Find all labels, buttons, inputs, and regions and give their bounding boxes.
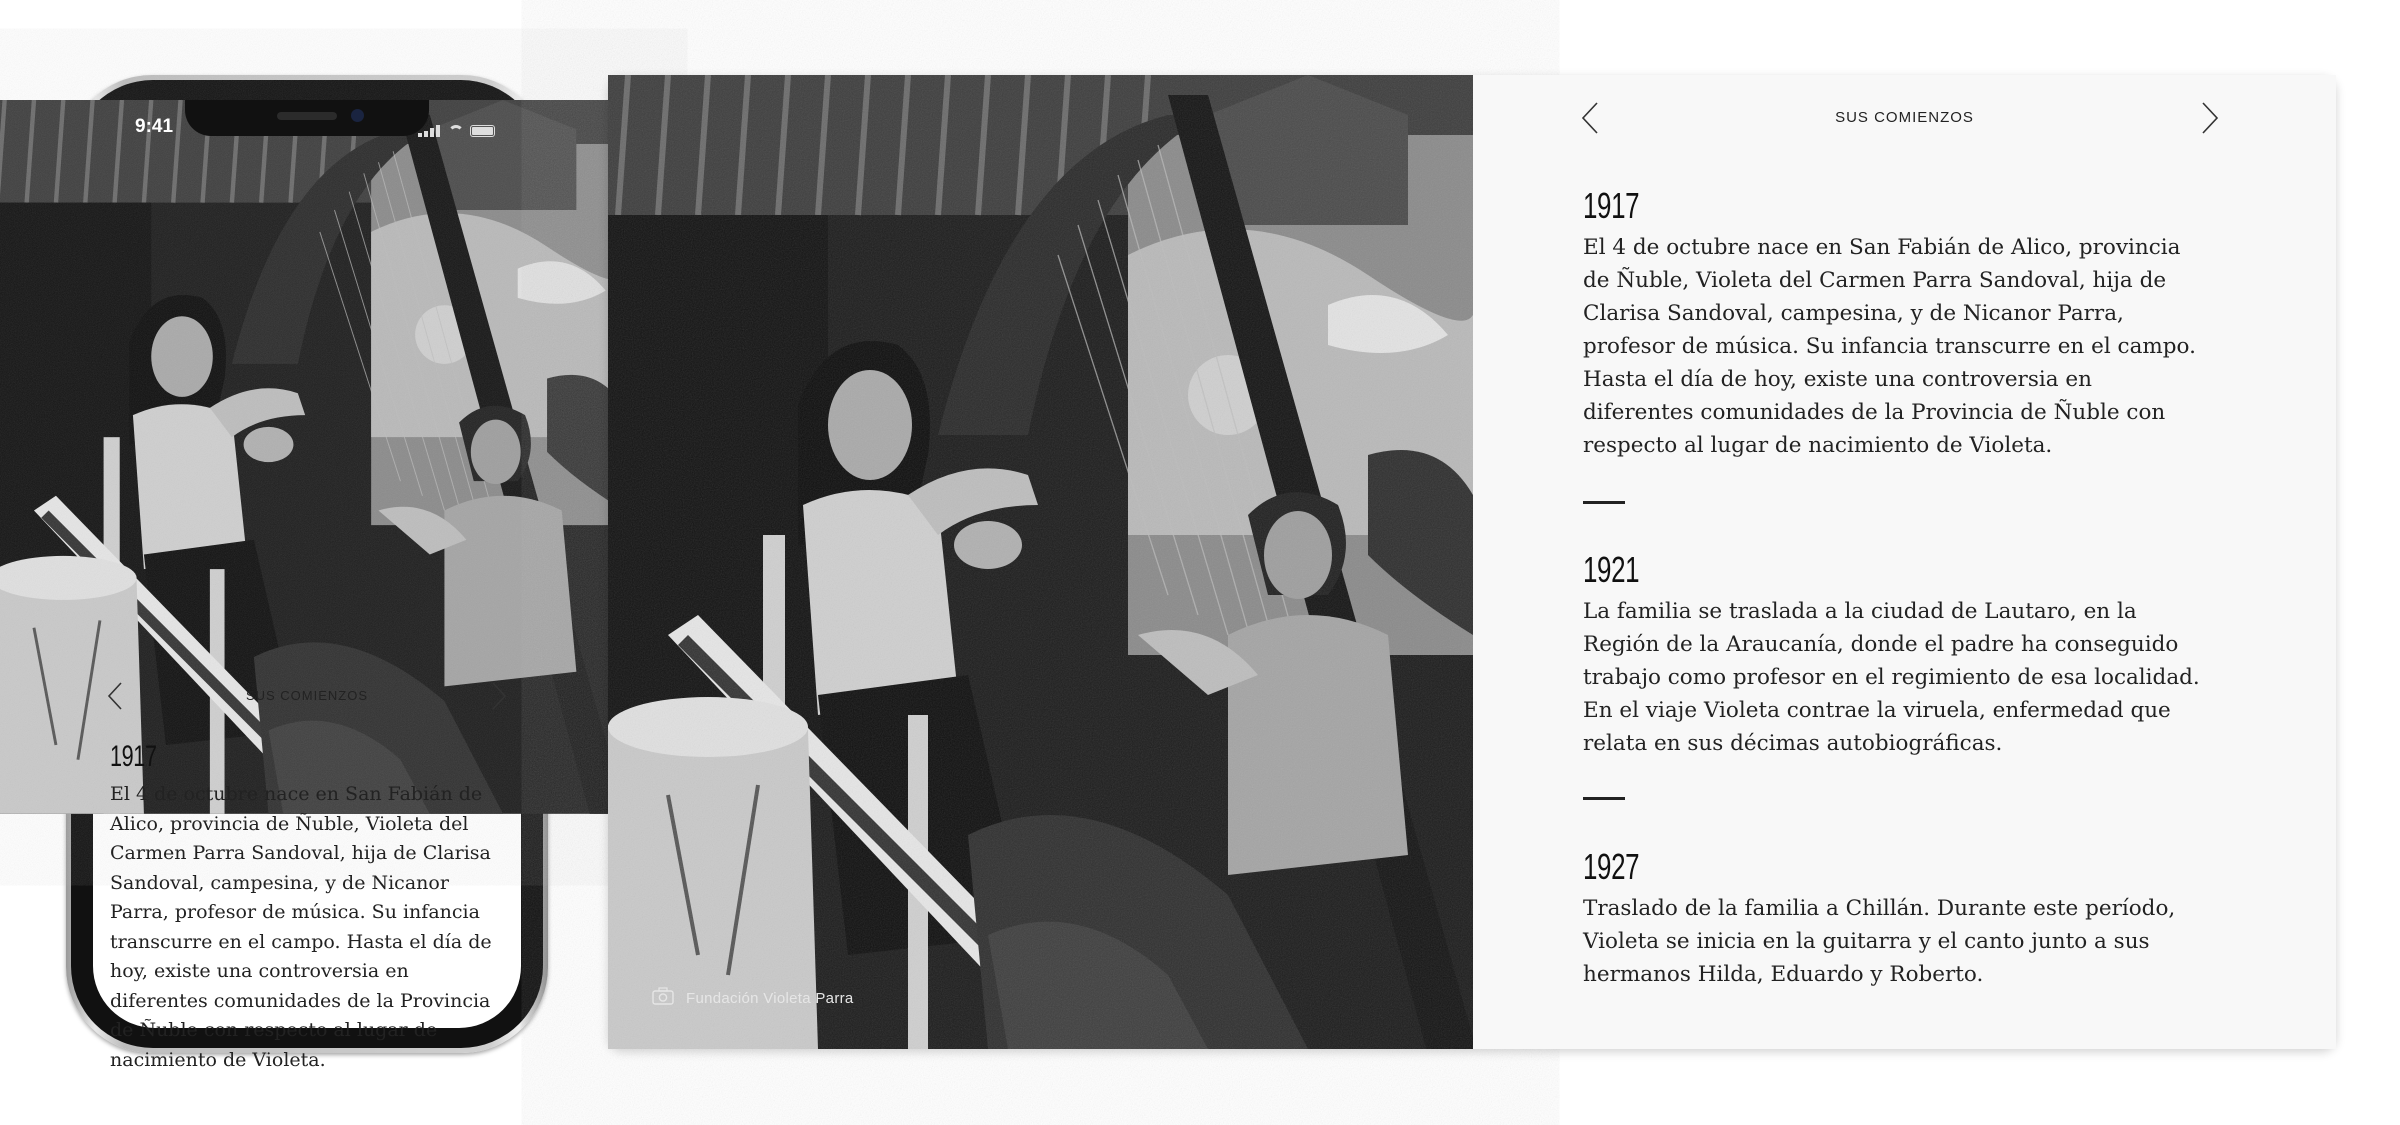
phone-mockup (66, 75, 548, 1071)
chevron-right-icon[interactable] (2201, 102, 2219, 138)
section-nav (93, 660, 521, 730)
camera-icon (652, 987, 674, 1009)
entry-divider (1583, 797, 1625, 800)
timeline-entry (1583, 185, 2203, 462)
content-panel (1473, 75, 2336, 1049)
photo-credit (652, 987, 854, 1009)
phone-screen (93, 100, 521, 1071)
entry-year: 1927 (1583, 846, 1640, 887)
timeline-entry (1583, 846, 2203, 991)
battery-icon (470, 125, 495, 137)
wifi-icon (448, 125, 464, 137)
section-nav (1473, 75, 2336, 175)
status-time: 9:41 (135, 116, 174, 137)
signal-icon (418, 118, 442, 137)
chevron-right-icon[interactable] (491, 682, 507, 714)
section-title: SUS COMIENZOS (245, 688, 369, 703)
entry-year: 1917 (1583, 185, 1640, 226)
entry-divider (1583, 501, 1625, 504)
entry-text: El 4 de octubre nace en San Fabián de Alico, provincia de Ñuble, Violeta del Carmen Parra Sandoval, hija de Clarisa Sandoval, campesina, y de Nicanor Parra, profesor de música. Su infancia transcurre en el campo. Hasta el día de hoy, existe una controversia en diferentes comunidades de la Provincia de Ñuble con respecto al lugar de nacimiento de Violeta. (1583, 235, 2196, 458)
phone-notch (185, 100, 429, 136)
entry-text: Traslado de la familia a Chillán. Durante este período, Violeta se inicia en la guitarra y el canto junto a sus hermanos Hilda, Eduardo y Roberto. (1583, 896, 2176, 987)
entry-year: 1921 (1583, 549, 1640, 590)
entry-text: La familia se traslada a la ciudad de Lautaro, en la Región de la Araucanía, donde el padre ha conseguido trabajo como profesor en el regimiento de esa localidad. En el viaje Violeta contrae la viruela, enfermedad que relata en sus décimas autobiográficas. (1583, 599, 2200, 756)
entry-text: El 4 de octubre nace en San Fabián de Alico, provincia de Ñuble, Violeta del Carmen Parra Sandoval, hija de Clarisa Sandoval, campesina, y de Nicanor Parra, profesor de música. Su infancia transcurre en el campo. Hasta el día de hoy, existe una controversia en diferentes comunidades de la Provincia de Ñuble con respecto al lugar de nacimiento de Violeta. (110, 783, 492, 1071)
timeline-entry (1583, 549, 2203, 760)
hero-photo (93, 100, 521, 660)
hero-photo (608, 75, 1473, 1049)
section-title: SUS COMIENZOS (1835, 109, 1974, 126)
status-icons (418, 118, 495, 137)
speaker-grille (277, 112, 337, 120)
front-camera (351, 109, 364, 122)
photo-credit-text: Fundación Violeta Parra (686, 989, 854, 1007)
tablet-view (608, 75, 2336, 1049)
entry-year: 1917 (110, 740, 157, 773)
timeline-entry (110, 740, 505, 1075)
